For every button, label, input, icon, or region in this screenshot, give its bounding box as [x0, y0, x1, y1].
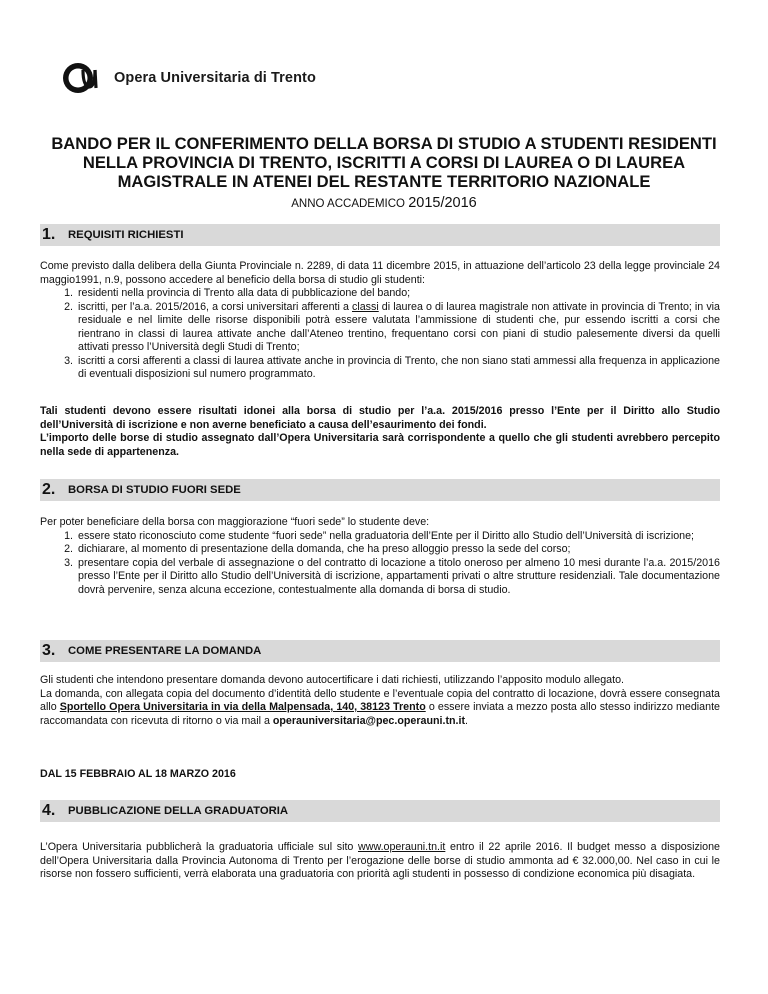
paragraph-text: o essere inviata a mezzo posta allo stesso indirizzo mediante raccomandata con ricevuta di ritorno o via mail a	[40, 701, 720, 727]
list-item: 3. presentare copia del verbale di assegnazione o del contratto di locazione a titolo oneroso per almeno 10 mesi durante l’a.a. 2015/2016 presso l’Ente per il Diritto allo Studio dell’Università di iscrizione, appartamenti privati o altre strutture residenziali. Tale documentazione dovrà pervenire, senza alcuna eccezione, contestualmente alla domanda di borsa di studio.	[76, 557, 720, 598]
section-intro: Per poter beneficiare della borsa con maggiorazione “fuori sede” lo studente deve:	[40, 516, 430, 528]
section-number: 3.	[42, 642, 56, 659]
section-1-notes	[40, 405, 720, 459]
section-2-header	[40, 479, 720, 501]
fuori-sede-list	[40, 530, 720, 598]
title-line: NELLA PROVINCIA DI TRENTO, ISCRITTI A CORSI DI LAUREA O DI LAUREA	[82, 153, 686, 172]
section-title: BORSA DI STUDIO FUORI SEDE	[68, 484, 241, 496]
academic-year	[0, 195, 768, 211]
year-value: 2015/2016	[408, 195, 477, 211]
list-item: 2. iscritti, per l’a.a. 2015/2016, a corsi universitari afferenti a classi di laurea o di laurea magistrale non attivate in provincia di Trento; in via residuale e nel limite delle risorse disponibili potrà essere valutata l’ammissione di studenti che, pur essendo iscritti a corsi che rientrano in classi di laurea attivate anche dall’Ateneo trentino, frequentano corsi con piani di studio palesemente diversi da quelli attivati presso l’Università degli Studi di Trento;	[76, 301, 720, 355]
section-1-body	[40, 260, 720, 382]
title-line: BANDO PER IL CONFERIMENTO DELLA BORSA DI STUDIO A STUDENTI RESIDENTI	[51, 134, 717, 153]
list-item: 2. dichiarare, al momento di presentazione della domanda, che ha preso alloggio presso la sede del corso;	[76, 543, 720, 557]
section-paragraph	[40, 841, 720, 882]
ou-monogram-logo-icon	[62, 58, 102, 98]
section-title: COME PRESENTARE LA DOMANDA	[68, 645, 262, 657]
list-item: 1. essere stato riconosciuto come studente “fuori sede” nella graduatoria dell’Ente per il Diritto allo Studio dell’Università di iscrizione;	[76, 530, 720, 544]
paragraph-text: entro il 22 aprile 2016. Il budget messo a disposizione dell’Opera Universitaria dalla Provincia Autonoma di Trento per l’erogazione delle borse di studio ammonta ad € 32.000,00. Nel caso in cui le risorse non fossero sufficienti, verrà elaborata una graduatoria con priorità agli studenti in possesso di condizione economica più disagiata.	[40, 841, 720, 880]
section-number: 4.	[42, 802, 56, 819]
section-title: REQUISITI RICHIESTI	[68, 229, 184, 241]
section-number: 2.	[42, 481, 56, 498]
office-address-link[interactable]: Sportello Opera Universitaria in via della Malpensada, 140, 38123 Trento	[59, 701, 426, 713]
paragraph-text: La domanda, con allegata copia del documento d’identità dello studente e l’eventuale copia del contratto di locazione, dovrà essere consegnata allo	[40, 687, 720, 713]
list-item: 1. residenti nella provincia di Trento alla data di pubblicazione del bando;	[76, 287, 720, 301]
title-line: MAGISTRALE IN ATENEI DEL RESTANTE TERRITORIO NAZIONALE	[117, 172, 651, 191]
section-2-body	[40, 516, 720, 597]
website-link[interactable]: www.operauni.tn.it	[358, 841, 446, 853]
section-3-header	[40, 640, 720, 662]
list-item: 3. iscritti a corsi afferenti a classi di laurea attivate anche in provincia di Trento, che non siano stati ammessi alla frequenza in applicazione di eventuali disposizioni sul numero programmato.	[76, 355, 720, 382]
document-title	[40, 134, 728, 191]
section-3-body	[40, 674, 720, 728]
section-4-header	[40, 800, 720, 822]
email-address[interactable]: operauniversitaria@pec.operauni.tn.it	[272, 714, 466, 727]
requirements-list	[40, 287, 720, 382]
section-title: PUBBLICAZIONE DELLA GRADUATORIA	[68, 805, 289, 817]
deadline-text: DAL 15 FEBBRAIO AL 18 MARZO 2016	[40, 768, 236, 780]
bold-note: L’importo delle borse di studio assegnato dall’Opera Universitaria sarà corrispondente a quello che gli studenti avrebbero percepito nella sede di appartenenza.	[40, 432, 720, 458]
section-intro: Come previsto dalla delibera della Giunta Provinciale n. 2289, di data 11 dicembre 2015, in attuazione dell’articolo 23 della legge provinciale 24 maggio1991, n.9, possono accedere al beneficio della borsa di studio gli studenti:	[40, 260, 720, 286]
deadline	[40, 768, 720, 782]
section-paragraph	[40, 688, 720, 729]
year-label: ANNO ACCADEMICO	[291, 198, 405, 210]
section-4-body	[40, 841, 720, 882]
section-paragraph: Gli studenti che intendono presentare domanda devono autocertificare i dati richiesti, utilizzando l’apposito modulo allegato.	[40, 674, 625, 686]
paragraph-text: .	[465, 714, 469, 727]
bold-note: Tali studenti devono essere risultati idonei alla borsa di studio per l’a.a. 2015/2016 presso l’Ente per il Diritto allo Studio dell’Università di iscrizione e non averne beneficiato a causa dell’esaurimento dei fondi.	[40, 405, 720, 431]
header-logo	[62, 58, 316, 98]
org-name: Opera Universitaria di Trento	[114, 70, 316, 86]
paragraph-text: L’Opera Universitaria pubblicherà la graduatoria ufficiale sul sito	[40, 841, 359, 853]
section-number: 1.	[42, 226, 56, 243]
section-1-header	[40, 224, 720, 246]
